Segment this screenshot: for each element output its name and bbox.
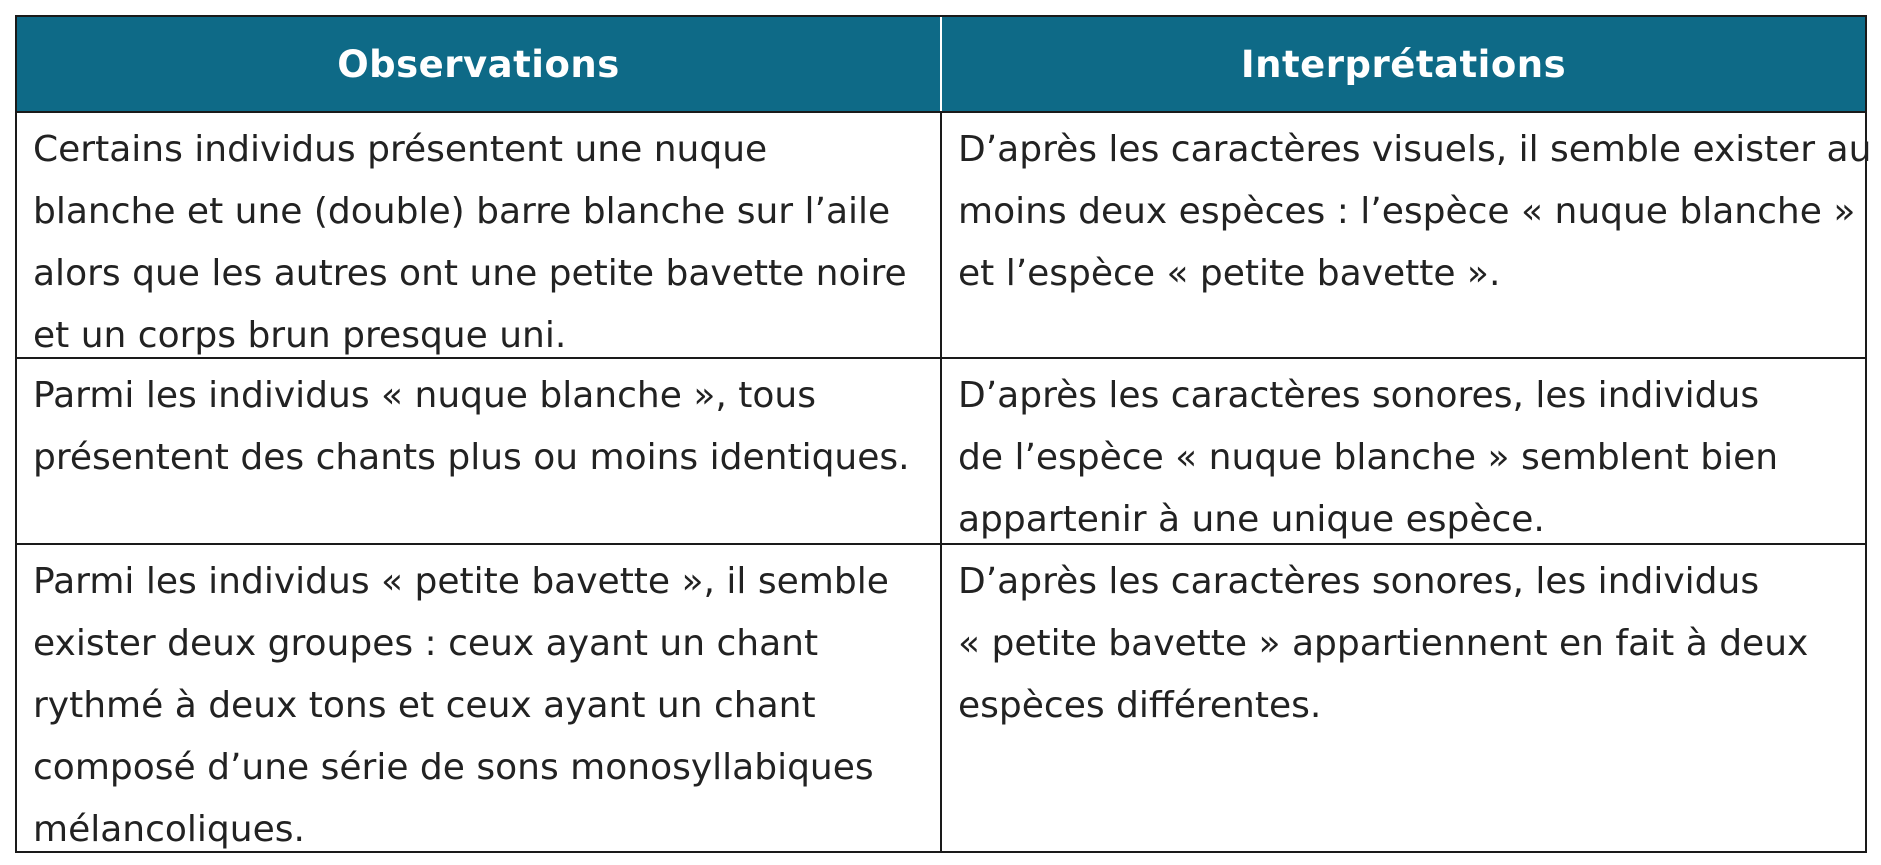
observation-line: Parmi les individus « petite bavette », il semble: [33, 561, 889, 602]
observation-line: composé d’une série de sons monosyllabiques: [33, 747, 874, 788]
interpretation-line: et l’espèce « petite bavette ».: [958, 253, 1501, 294]
observation-line: alors que les autres ont une petite bavette noire: [33, 253, 907, 294]
observation-line: présentent des chants plus ou moins identiques.: [33, 437, 910, 478]
observation-cell: [17, 359, 942, 543]
observations-table: [15, 15, 1872, 853]
interpretation-line: « petite bavette » appartiennent en fait à deux: [958, 623, 1809, 664]
interpretation-line: espèces différentes.: [958, 685, 1322, 726]
interpretation-line: moins deux espèces : l’espèce « nuque blanche »: [958, 191, 1856, 232]
interpretation-cell: [942, 545, 1865, 851]
header-interpretations: Interprétations: [1240, 42, 1567, 86]
observation-line: exister deux groupes : ceux ayant un chant: [33, 623, 819, 664]
observation-line: Certains individus présentent une nuque: [33, 129, 768, 170]
interpretation-cell: [942, 113, 1872, 357]
interpretation-line: de l’espèce « nuque blanche » semblent bien: [958, 437, 1779, 478]
interpretation-line: D’après les caractères sonores, les individus: [958, 375, 1760, 416]
observation-line: Parmi les individus « nuque blanche », tous: [33, 375, 816, 416]
header-observations: Observations: [17, 17, 942, 111]
interpretation-line: D’après les caractères visuels, il semble exister au: [958, 129, 1872, 170]
observation-line: et un corps brun presque uni.: [33, 315, 567, 356]
observation-line: rythmé à deux tons et ceux ayant un chant: [33, 685, 816, 726]
interpretation-line: D’après les caractères sonores, les individus: [958, 561, 1760, 602]
interpretation-line: appartenir à une unique espèce.: [958, 499, 1545, 540]
table-row: [17, 357, 1865, 543]
table-row: [17, 111, 1872, 357]
table-row: [17, 543, 1865, 851]
table-header-row: [17, 17, 1865, 111]
observation-line: blanche et une (double) barre blanche sur l’aile: [33, 191, 891, 232]
observation-line: mélancoliques.: [33, 809, 305, 850]
observation-cell: [17, 113, 942, 357]
interpretation-cell: [942, 359, 1865, 543]
observation-cell: [17, 545, 942, 851]
